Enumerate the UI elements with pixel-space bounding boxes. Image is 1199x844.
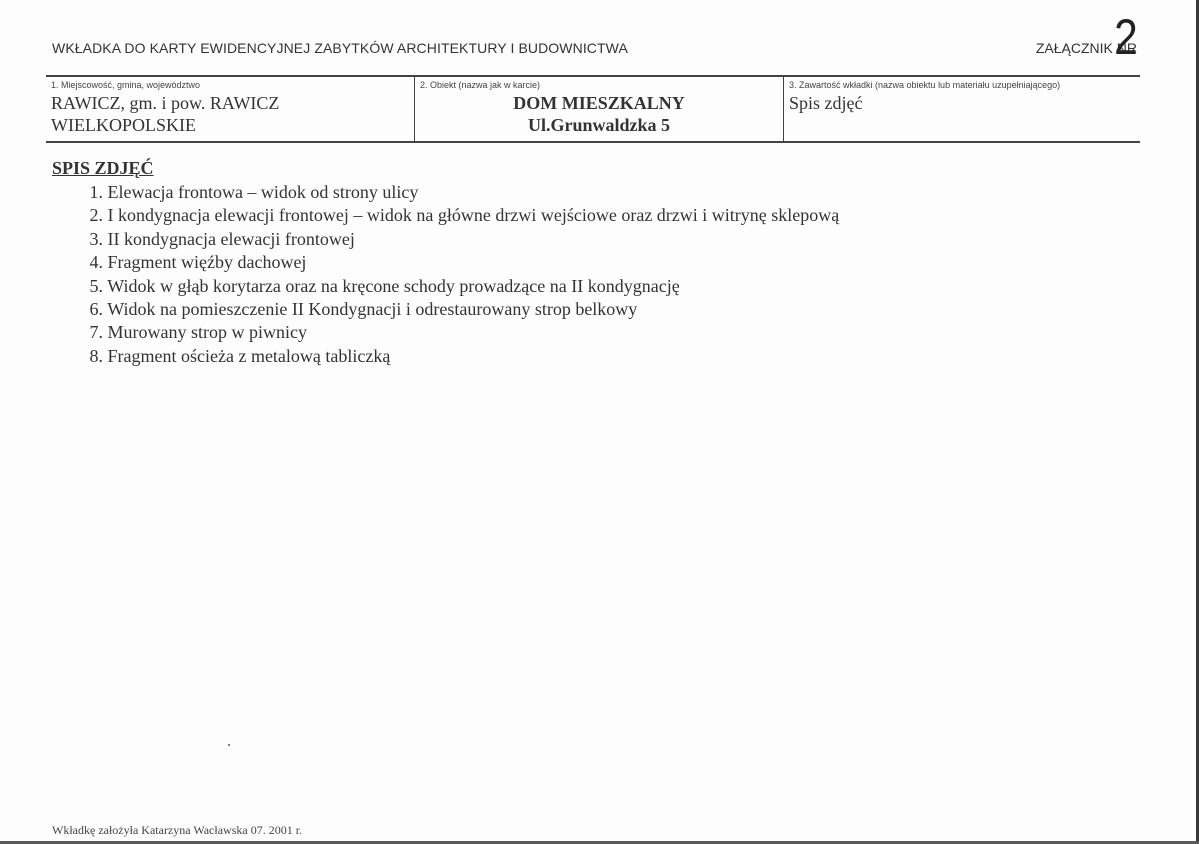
list-item <box>70 251 839 274</box>
list-item <box>70 298 839 321</box>
list-item <box>70 275 839 298</box>
list-item <box>70 204 839 227</box>
item-number: 4. <box>89 252 103 273</box>
list-item <box>70 321 839 344</box>
list-item <box>70 345 839 368</box>
item-number: 2. <box>89 205 103 226</box>
item-text: Widok na pomieszczenie II Kondygnacji i odrestaurowany strop belkowy <box>107 298 638 319</box>
item-text: Fragment ościeża z metalową tabliczką <box>107 345 391 366</box>
item-number: 8. <box>89 345 103 366</box>
item-number: 5. <box>89 275 103 296</box>
item-text: Fragment więźby dachowej <box>107 252 307 273</box>
object-label: 2. Obiekt (nazwa jak w karcie) <box>420 80 541 90</box>
item-text: II kondygnacja elewacji frontowej <box>107 228 355 249</box>
item-number: 1. <box>89 182 103 202</box>
item-text: Widok w głąb korytarza oraz na kręcone schody prowadzące na II kondygnację <box>107 275 680 296</box>
scan-speck <box>228 744 230 746</box>
content-value: Spis zdjęć <box>789 93 863 113</box>
list-item <box>70 181 839 204</box>
item-text: Murowany strop w piwnicy <box>107 322 307 343</box>
object-address: Ul.Grunwaldzka 5 <box>527 115 671 135</box>
info-table <box>46 75 1140 143</box>
item-text: I kondygnacja elewacji frontowej – widok na główne drzwi wejściowe oraz drzwi i witrynę sklepową <box>107 205 840 226</box>
form-title: WKŁADKA DO KARTY EWIDENCYJNEJ ZABYTKÓW ARCHITEKTURY I BUDOWNICTWA <box>52 40 628 56</box>
annex-label: ZAŁĄCZNIK NR <box>1035 40 1137 56</box>
location-cell <box>46 77 414 141</box>
item-number: 3. <box>89 228 103 249</box>
location-line1: RAWICZ, gm. i pow. RAWICZ <box>51 93 280 113</box>
object-cell <box>414 77 783 141</box>
item-number: 6. <box>89 298 103 319</box>
object-name: DOM MIESZKALNY <box>513 93 685 113</box>
item-text: Elewacja frontowa – widok od strony ulicy <box>107 182 419 202</box>
photo-list <box>70 181 839 368</box>
annex-number: 2 <box>1114 9 1138 65</box>
content-label: 3. Zawartość wkładki (nazwa obiektu lub materiału uzupełniającego) <box>789 80 1061 90</box>
footer-note: Wkładkę założyła Katarzyna Wacławska 07. 2001 r. <box>52 823 303 837</box>
list-item <box>70 228 839 251</box>
location-line2: WIELKOPOLSKIE <box>51 115 196 135</box>
section-title: SPIS ZDJĘĆ <box>52 158 154 178</box>
content-cell <box>783 77 1140 141</box>
item-number: 7. <box>89 322 103 343</box>
location-label: 1. Miejscowość, gmina, województwo <box>51 80 201 90</box>
